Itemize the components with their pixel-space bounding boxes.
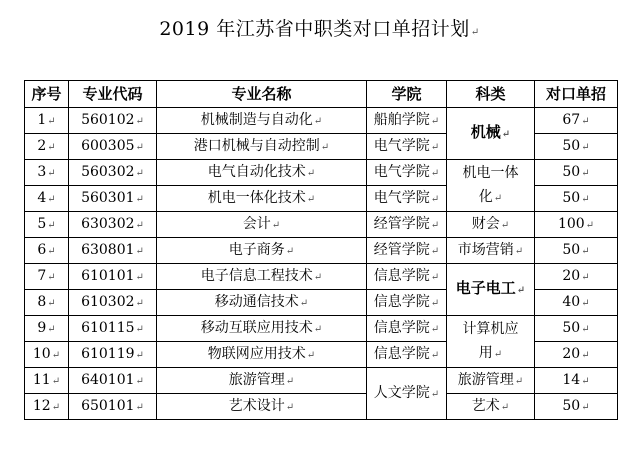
table-row	[25, 264, 618, 290]
quota: 50↵	[535, 316, 618, 342]
table-row	[25, 394, 618, 420]
major-name: 移动通信技术↵	[157, 290, 367, 316]
row-number: 12↵	[25, 394, 69, 420]
college: 信息学院↵	[367, 290, 447, 316]
header-cell: 科类	[447, 81, 535, 108]
quota: 50↵	[535, 238, 618, 264]
major-name: 电子信息工程技术↵	[157, 264, 367, 290]
major-name: 艺术设计↵	[157, 394, 367, 420]
row-number: 2↵	[25, 134, 69, 160]
quota: 100↵	[535, 212, 618, 238]
category-cell: 计算机应 用↵	[447, 316, 535, 368]
major-code: 610302↵	[69, 290, 157, 316]
category-cell: 电子电工↵	[447, 264, 535, 316]
row-number: 8↵	[25, 290, 69, 316]
category-cell: 机电一体 化↵	[447, 160, 535, 212]
row-number: 1↵	[25, 108, 69, 134]
major-code: 650101↵	[69, 394, 157, 420]
row-number: 11↵	[25, 368, 69, 394]
major-code: 560102↵	[69, 108, 157, 134]
category-cell: 旅游管理↵	[447, 368, 535, 394]
table-row	[25, 212, 618, 238]
quota: 50↵	[535, 186, 618, 212]
category-cell: 财会↵	[447, 212, 535, 238]
page-title: 2019 年江苏省中职类对口单招计划↵	[159, 18, 480, 40]
major-name: 物联网应用技术↵	[157, 342, 367, 368]
row-number: 4↵	[25, 186, 69, 212]
quota: 40↵	[535, 290, 618, 316]
header-cell: 专业名称	[157, 81, 367, 108]
college: 经管学院↵	[367, 212, 447, 238]
category-cell: 市场营销↵	[447, 238, 535, 264]
table-row	[25, 368, 618, 394]
quota: 20↵	[535, 264, 618, 290]
category-cell: 机械↵	[447, 108, 535, 160]
quota: 14↵	[535, 368, 618, 394]
header-cell: 专业代码	[69, 81, 157, 108]
college: 船舶学院↵	[367, 108, 447, 134]
major-code: 610101↵	[69, 264, 157, 290]
major-code: 600305↵	[69, 134, 157, 160]
college: 经管学院↵	[367, 238, 447, 264]
major-name: 电子商务↵	[157, 238, 367, 264]
header-cell: 学院	[367, 81, 447, 108]
table-row	[25, 160, 618, 186]
major-name: 旅游管理↵	[157, 368, 367, 394]
major-code: 630302↵	[69, 212, 157, 238]
college: 电气学院↵	[367, 134, 447, 160]
major-code: 610119↵	[69, 342, 157, 368]
row-number: 3↵	[25, 160, 69, 186]
college: 电气学院↵	[367, 160, 447, 186]
major-code: 560302↵	[69, 160, 157, 186]
quota: 50↵	[535, 394, 618, 420]
row-number: 6↵	[25, 238, 69, 264]
major-name: 移动互联应用技术↵	[157, 316, 367, 342]
major-name: 会计↵	[157, 212, 367, 238]
quota: 67↵	[535, 108, 618, 134]
header-cell: 对口单招	[535, 81, 618, 108]
major-code: 630801↵	[69, 238, 157, 264]
quota: 50↵	[535, 134, 618, 160]
college: 信息学院↵	[367, 316, 447, 342]
major-code: 610115↵	[69, 316, 157, 342]
header-cell: 序号	[25, 81, 69, 108]
row-number: 7↵	[25, 264, 69, 290]
table-header-row	[25, 81, 618, 108]
college: 人文学院↵	[367, 368, 447, 420]
college: 电气学院↵	[367, 186, 447, 212]
college: 信息学院↵	[367, 342, 447, 368]
major-code: 560301↵	[69, 186, 157, 212]
row-number: 5↵	[25, 212, 69, 238]
row-number: 10↵	[25, 342, 69, 368]
college: 信息学院↵	[367, 264, 447, 290]
major-name: 机电一体化技术↵	[157, 186, 367, 212]
quota: 50↵	[535, 160, 618, 186]
major-code: 640101↵	[69, 368, 157, 394]
row-number: 9↵	[25, 316, 69, 342]
category-cell: 艺术↵	[447, 394, 535, 420]
table-row	[25, 108, 618, 134]
major-name: 电气自动化技术↵	[157, 160, 367, 186]
table-row	[25, 316, 618, 342]
major-name: 机械制造与自动化↵	[157, 108, 367, 134]
table-row	[25, 238, 618, 264]
quota: 20↵	[535, 342, 618, 368]
enrollment-plan-table	[24, 80, 618, 420]
major-name: 港口机械与自动控制↵	[157, 134, 367, 160]
